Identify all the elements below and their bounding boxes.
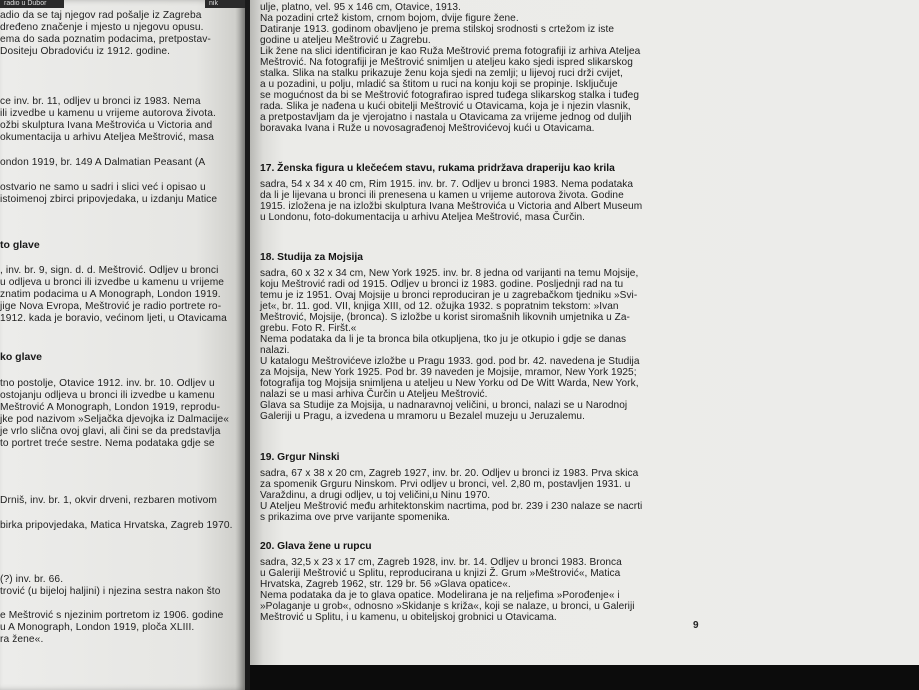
right-page [250,0,919,665]
intro-line: godine u ateljeu Meštrović u Zagrebu. [260,35,431,46]
left-page-line: Meštrović A Monograph, London 1919, reprodu- [0,402,221,413]
catalog-entry-19 [260,452,658,523]
entry-line: sadra, 67 x 38 x 20 cm, Zagreb 1927, inv. br. 20. Odljev u bronci iz 1983. Prva skica [260,468,639,479]
left-page-line: okumentacija u arhivu Ateljea Meštrović, masa [0,132,215,143]
intro-line: rada. Slika je nađena u kući obitelji Meštrović u Otavicama, koja je i njezin vlasnik, [260,101,631,112]
entry-line: »Polaganje u grob«, odnosno »Skidanje s križa«, koji se nalaze, u bronci, u Galeriji [260,601,635,612]
entry-line: Meštrović u Splitu, i u kamenu, u obiteljskoj grobnici u Otavicama. [260,612,557,623]
left-page-line: tno postolje, Otavice 1912. inv. br. 10. Odljev u [0,378,215,389]
entry-line: sadra, 54 x 34 x 40 cm, Rim 1915. inv. br. 7. Odljev u bronci 1983. Nema podataka [260,179,634,190]
entry-line: Nema podataka da je to glava opatice. Modelirana je na reljefima »Porođenje« i [260,590,620,601]
entry-line: da li je lijevana u bronci ili prenesena u kamen u vrijeme autorova života. Godine [260,190,624,201]
intro-line: Meštrović. Na fotografiji je Meštrović snimljen u ateljeu kako sjedi ispred slikarskog [260,57,633,68]
intro-line: ulje, platno, vel. 95 x 146 cm, Otavice, 1913. [260,2,461,13]
entry-line: za Mojsija, New York 1925. Pod br. 39 naveden je Mojsije, mramor, New York 1925; [260,367,637,378]
entry-line: Glava sa Studije za Mojsija, u nadnaravnoj veličini, u bronci, nalazi se u Narodnoj [260,400,628,411]
left-page-line: znatim podacima u A Monograph, London 1919. [0,289,221,300]
left-page-line: u odljeva u bronci ili izvedbe u kamenu u vrijeme [0,277,225,288]
entry-line: U Ateljeu Meštrović među arhitektonskim nacrtima, pod br. 239 i 230 nalaze se nacrti [260,501,643,512]
page-number: 9 [693,620,699,631]
left-page-line: Dositeju Obradoviću iz 1912. godine. [0,46,171,57]
left-page-line: , inv. br. 9, sign. d. d. Meštrović. Odljev u bronci [0,265,219,276]
entry-line: nalazi. [260,345,290,356]
left-page-line: trović (u bijeloj haljini) i njezina sestra nakon što [0,586,221,597]
left-page-line: ema do sada poznatim podacima, pretpostav- [0,34,211,45]
entry-line: 1915. izložena je na izložbi skulptura Ivana Meštrovića u Victoria and Albert Museum [260,201,643,212]
entry-line: Hrvatska, Zagreb 1962, str. 129 br. 56 »Glava opatice«. [260,579,511,590]
left-page-corner-text: radio u Dubor [0,0,64,8]
left-page-line: Drniš, inv. br. 1, okvir drveni, rezbaren motivom [0,495,218,506]
background-desk [250,665,919,690]
entry-line: Varaždinu, a drugi odljev, u toj veličini,u Ninu 1970. [260,490,491,501]
left-page-line: u A Monograph, London 1919, ploča XLIII. [0,622,195,633]
left-page-heading: ko glave [0,351,43,363]
intro-line: a pretpostavljam da je vjerojatno i nastala u Otavicama za vrijeme jednog od duljih [260,112,632,123]
left-page-line: dređeno značenje i mjesto u njegovu opusu. [0,22,204,33]
entry-heading: 18. Studija za Mojsija [260,252,363,263]
entry-line: Nema podataka da li je ta bronca bila otkupljena, tko ju je otkupio i gdje se danas [260,334,627,345]
entry-line: za spomenik Grguru Ninskom. Prvi odljev u bronci, vel. 2,80 m, postavljen 1931. u [260,479,631,490]
entry-line: grebu. Foto R. Firšt.« [260,323,357,334]
left-page-line: adio da se taj njegov rad pošalje iz Zagreba [0,10,202,21]
entry-heading: 19. Grgur Ninski [260,452,340,463]
entry-line: temu je iz 1951. Ovaj Mojsije u bronci reproduciran je u zagrebačkom tjedniku »Svi- [260,290,638,301]
intro-line: Lik žene na slici identificiran je kao Ruža Meštrović prema fotografiji iz arhiva Ateljea [260,46,641,57]
catalog-entry-20 [260,541,658,623]
left-page-line: ondon 1919, br. 149 A Dalmatian Peasant (A [0,157,206,168]
left-page-line: birka pripovjedaka, Matica Hrvatska, Zagreb 1970. [0,520,233,531]
left-page-line: 1912. kada je boravio, većinom ljeti, u Otavicama [0,313,227,324]
catalog-entry-18 [260,252,658,422]
left-page-line: istoimenoj zbirci pripovjedaka, u izdanju Matice [0,194,218,205]
left-page-line: (?) inv. br. 66. [0,574,64,585]
intro-line: Datiranje 1913. godinom obavljeno je prema stilskoj srodnosti s crtežom iz iste [260,24,615,35]
left-page [0,0,245,690]
intro-line: Na pozadini crtež kistom, crnom bojom, dvije figure žene. [260,13,519,24]
entry-line: sadra, 32,5 x 23 x 17 cm, Zagreb 1928, inv. br. 14. Odljev u bronci 1983. Bronca [260,557,622,568]
left-page-line: e Meštrović s njezinim portretom iz 1906. godine [0,610,224,621]
entry-line: nalazi se u masi arhiva Čurčin u Ateljeu Meštrović. [260,389,488,400]
entry-line: u Londonu, foto-dokumentacija u arhivu Ateljea Meštrović, masa Čurčin. [260,212,585,223]
left-page-line: ra žene«. [0,634,44,645]
entry-line: s prikazima ove prve varijante spomenika. [260,512,450,523]
left-page-line: jige Nova Evropa, Meštrović je radio portrete ro- [0,301,222,312]
catalog-entry-17 [260,163,658,223]
entry-line: jet«, br. 11. god. VII, knjiga XIII, od 12. ožujka 1932. s popratnim tekstom: »Ivan [260,301,619,312]
left-page-line: ili izvedbe u kamenu u vrijeme autorova života. [0,108,216,119]
left-page-line: ostvario ne samo u sadri i slici već i opisao u [0,182,206,193]
entry-line: fotografija tog Mojsija snimljena u ateljeu u New Yorku od De Witt Warda, New York, [260,378,639,389]
left-page-line: jke pod nazivom »Seljačka djevojka iz Dalmacije« [0,414,230,425]
entry-line: Meštrović, Mojsije, (bronca). S izložbe u korist siromašnih likovnih umjetnika u Za- [260,312,630,323]
entry-line: u Galeriji Meštrović u Splitu, reproducirana u knjizi Ž. Grum »Meštrović«, Matica [260,568,621,579]
left-page-line: ožbi skulptura Ivana Meštrovića u Victoria and [0,120,213,131]
left-page-line: ostojanju odljeva u bronci ili izvedbe u kamenu [0,390,215,401]
left-page-corner-text-right: nik [205,0,245,8]
entry-line: koju Meštrović radi od 1915. Odljev u bronci iz 1983. godine. Posljednji rad na tu [260,279,624,290]
intro-line: se mogućnost da bi se Meštrović fotografirao ispred tuđega slikarskog stalka i tuđeg [260,90,639,101]
left-page-line: ce inv. br. 11, odljev u bronci iz 1983. Nema [0,96,201,107]
entry-line: U katalogu Meštrovićeve izložbe u Pragu 1933. god. pod br. 42. navedena je Studija [260,356,640,367]
left-page-heading: to glave [0,239,40,251]
intro-line: stalka. Slika na stalku prikazuje ženu koja sjedi na zemlji; u lijevoj ruci drži cvijet, [260,68,623,79]
left-page-line: to portret treće sestre. Nema podataka gdje se [0,438,215,449]
entry-line: sadra, 60 x 32 x 34 cm, New York 1925. inv. br. 8 jedna od varijanti na temu Mojsije, [260,268,639,279]
left-page-line: je vrlo slična ovoj glavi, ali čini se da predstavlja [0,426,221,437]
entry-heading: 17. Ženska figura u klečećem stavu, rukama pridržava draperiju kao krila [260,163,615,174]
intro-paragraph [260,2,658,134]
intro-line: boravaka Ivana i Ruže u novosagrađenoj Meštrovićevoj kući u Otavicama. [260,123,595,134]
intro-line: a u pozadini, u polju, mladić sa štitom u ruci na konju koji se propinje. Isključuje [260,79,618,90]
entry-line: Galeriji u Pragu, a izvedena u mramoru u Bezalel muzeju u Jeruzalemu. [260,411,585,422]
entry-heading: 20. Glava žene u rupcu [260,541,372,552]
